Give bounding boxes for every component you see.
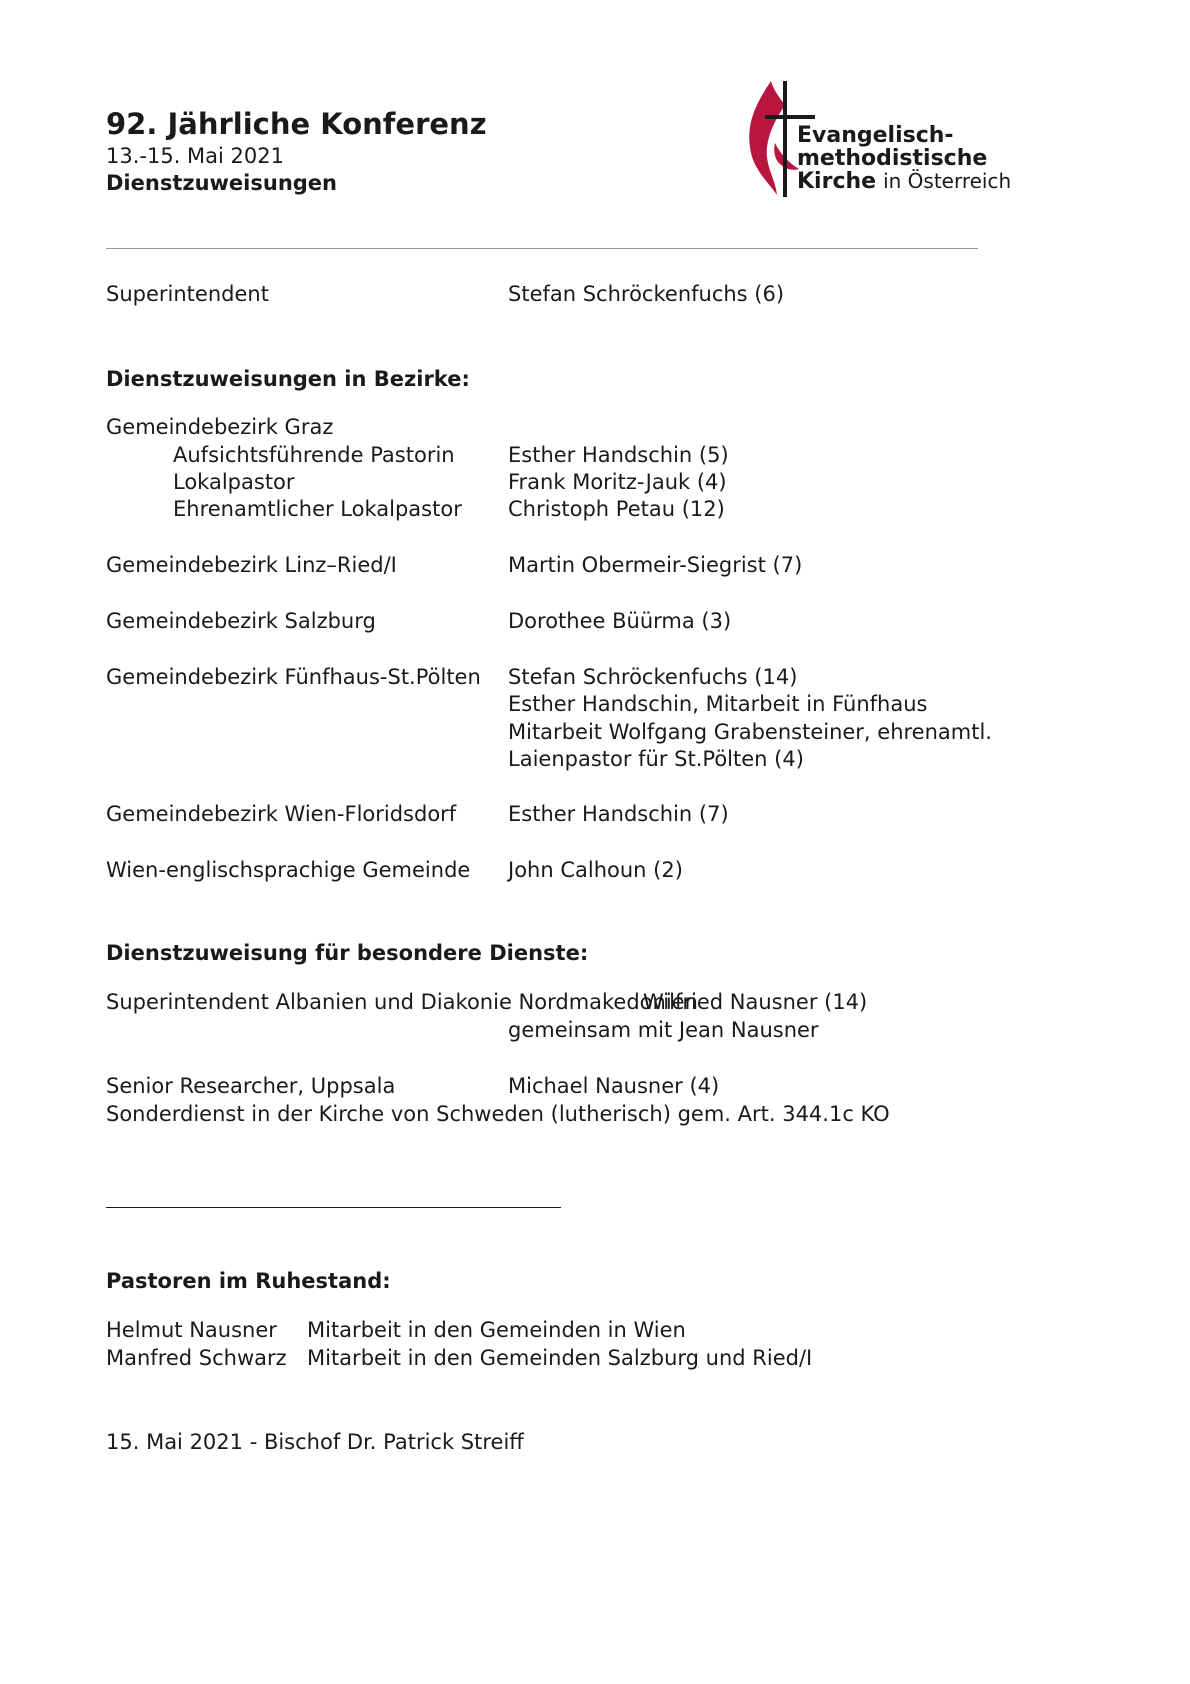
- logo-line-3-rest: in Österreich: [883, 169, 1012, 193]
- retired-task: Mitarbeit in den Gemeinden in Wien: [307, 1318, 686, 1342]
- page-title: 92. Jährliche Konferenz: [106, 107, 487, 141]
- section-heading-ruhestand: Pastoren im Ruhestand:: [106, 1269, 391, 1293]
- uppsala-note: Sonderdienst in der Kirche von Schweden (lutherisch) gem. Art. 344.1c KO: [106, 1102, 890, 1126]
- retired-task: Mitarbeit in den Gemeinden Salzburg und Ried/I: [307, 1346, 813, 1370]
- header-divider: [106, 248, 978, 249]
- superintendent-name: Stefan Schröckenfuchs (6): [508, 282, 785, 306]
- district-linz-label: Gemeindebezirk Linz–Ried/I: [106, 553, 397, 577]
- conference-dates: 13.-15. Mai 2021: [106, 144, 284, 168]
- district-englisch-name: John Calhoun (2): [508, 858, 683, 882]
- graz-name: Christoph Petau (12): [508, 497, 725, 521]
- logo-line-3: [797, 171, 1011, 193]
- logo-line-1: Evangelisch-: [797, 123, 954, 148]
- superintendent-label: Superintendent: [106, 282, 269, 306]
- district-fuenfhaus-label: Gemeindebezirk Fünfhaus-St.Pölten: [106, 665, 481, 689]
- section-heading-bezirke: Dienstzuweisungen in Bezirke:: [106, 367, 470, 391]
- albanien-extra: gemeinsam mit Jean Nausner: [508, 1018, 819, 1042]
- retired-name: Helmut Nausner: [106, 1318, 277, 1342]
- district-floridsdorf-name: Esther Handschin (7): [508, 802, 729, 826]
- graz-name: Esther Handschin (5): [508, 443, 729, 467]
- district-linz-name: Martin Obermeir-Siegrist (7): [508, 553, 803, 577]
- signature-line: 15. Mai 2021 - Bischof Dr. Patrick Streiff: [106, 1430, 524, 1454]
- district-salzburg-label: Gemeindebezirk Salzburg: [106, 609, 376, 633]
- district-graz-label: Gemeindebezirk Graz: [106, 415, 334, 439]
- section-divider: [106, 1207, 561, 1208]
- fuenfhaus-line: Stefan Schröckenfuchs (14): [508, 665, 798, 689]
- graz-role: Aufsichtsführende Pastorin: [173, 443, 455, 467]
- uppsala-label: Senior Researcher, Uppsala: [106, 1074, 396, 1098]
- section-heading-besondere: Dienstzuweisung für besondere Dienste:: [106, 941, 589, 965]
- church-logo: [745, 75, 1012, 200]
- retired-name: Manfred Schwarz: [106, 1346, 287, 1370]
- graz-role: Ehrenamtlicher Lokalpastor: [173, 497, 462, 521]
- graz-role: Lokalpastor: [173, 470, 295, 494]
- district-salzburg-name: Dorothee Büürma (3): [508, 609, 732, 633]
- albanien-name: Wilfried Nausner (14): [643, 990, 868, 1014]
- uppsala-name: Michael Nausner (4): [508, 1074, 720, 1098]
- fuenfhaus-line: Laienpastor für St.Pölten (4): [508, 747, 804, 771]
- graz-name: Frank Moritz-Jauk (4): [508, 470, 727, 494]
- albanien-label: Superintendent Albanien und Diakonie Nordmakedonien: [106, 990, 698, 1014]
- logo-line-2: methodistische: [797, 146, 988, 171]
- district-floridsdorf-label: Gemeindebezirk Wien-Floridsdorf: [106, 802, 457, 826]
- document-subtitle: Dienstzuweisungen: [106, 171, 337, 195]
- logo-line-3-bold: Kirche: [797, 169, 877, 194]
- fuenfhaus-line: Esther Handschin, Mitarbeit in Fünfhaus: [508, 692, 928, 716]
- fuenfhaus-line: Mitarbeit Wolfgang Grabensteiner, ehrenamtl.: [508, 720, 992, 744]
- district-englisch-label: Wien-englischsprachige Gemeinde: [106, 858, 471, 882]
